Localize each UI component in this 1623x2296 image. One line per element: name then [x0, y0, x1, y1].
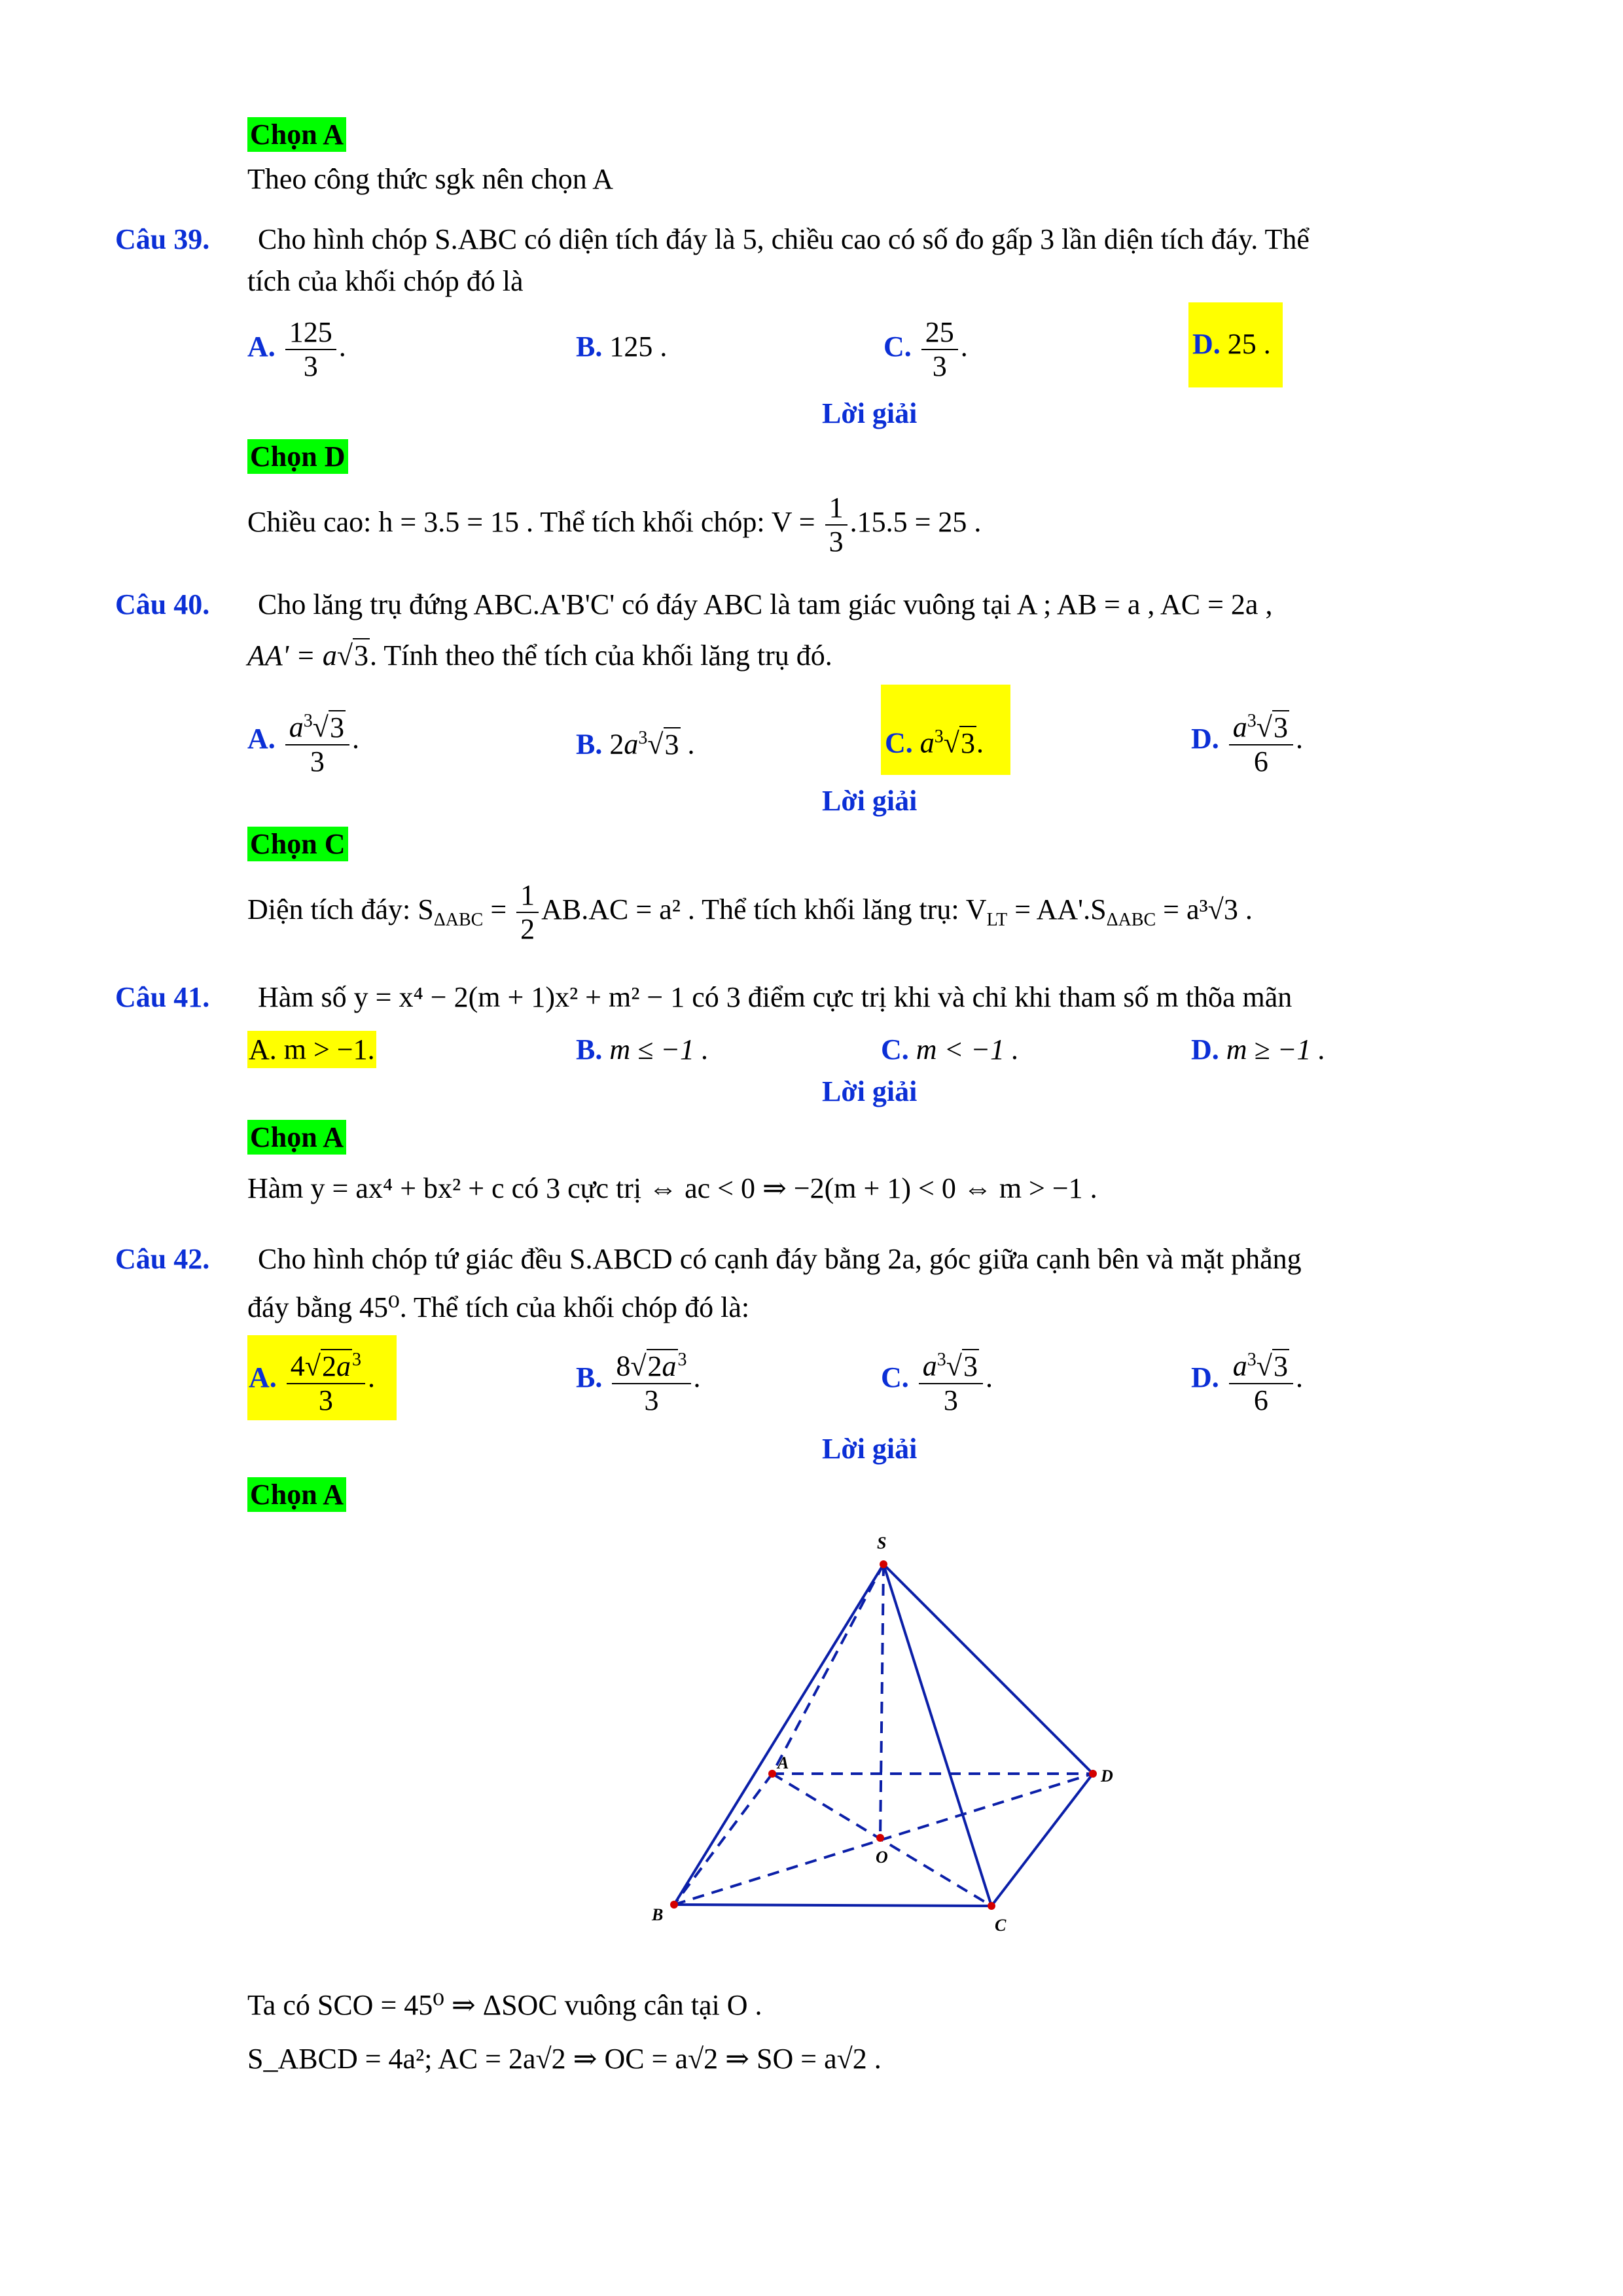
edge-sd [883, 1564, 1093, 1774]
option-c[interactable]: C. $\frac{25}{3}$ . [883, 315, 968, 382]
label-o: O [876, 1848, 888, 1867]
label-b: B [652, 1905, 664, 1924]
label-c: C [995, 1916, 1007, 1935]
option-c[interactable]: C. $\frac{a^3√3}{3}$ . [881, 1335, 993, 1420]
option-b[interactable]: B. 125 . [576, 331, 668, 363]
question-label: Câu 42. [115, 1243, 210, 1275]
option-b[interactable]: B. m ≤ −1 . [576, 1033, 709, 1066]
option-a-correct[interactable]: A. m > −1. [247, 1031, 376, 1068]
answer-choice: Chọn A [247, 1119, 346, 1156]
edge-sc [883, 1564, 991, 1906]
question-text: Cho hình chóp tứ giác đều S.ABCD có cạnh đáy bằng 2a, góc giữa cạnh bên và mặt phẳng [258, 1243, 1302, 1275]
solution-text: Chiều cao: h = 3.5 = 15 . Thể tích khối chóp: V = $\frac{1}{3}$ .15.5 = 25 . [247, 491, 982, 558]
solution-text: S_ABCD = 4a²; AC = 2a√2 ⇒ OC = a√2 ⇒ SO = a√2 . [247, 2043, 882, 2075]
answer-choice: Chọn D [247, 439, 348, 475]
question-text: tích của khối chóp đó là [247, 265, 524, 297]
edge-ab [674, 1774, 772, 1905]
edge-sa [772, 1564, 883, 1774]
option-d[interactable]: D. m ≥ −1 . [1191, 1033, 1326, 1066]
option-b[interactable]: B. $\frac{8√2a^3}{3}$ . [576, 1335, 701, 1420]
question-text: Cho hình chóp S.ABC có diện tích đáy là 5, chiều cao có số đo gấp 3 lần diện tích đáy. Thể [258, 223, 1310, 255]
option-c-correct[interactable]: C. $a^3√3$. [881, 685, 1010, 775]
option-a[interactable]: A. $\frac{125}{3}$ . [247, 315, 346, 382]
solution-heading: Lời giải [822, 785, 918, 817]
pyramid-figure [628, 1525, 1126, 1944]
label-s: S [877, 1534, 887, 1552]
option-b[interactable]: B. $2a^3√3$ . [576, 728, 695, 761]
question-text: Hàm số y = x⁴ − 2(m + 1)x² + m² − 1 có 3 điểm cực trị khi và chỉ khi tham số m thõa mãn [258, 981, 1293, 1013]
answer-choice: Chọn C [247, 826, 348, 863]
solution-heading: Lời giải [822, 1433, 918, 1465]
question-text: AA' = a√3. Tính theo thể tích của khối lăng trụ đó. [247, 639, 832, 672]
question-label: Câu 40. [115, 588, 210, 620]
solution-text: Diện tích đáy: $S_{\Delta ABC}$ = $\frac{1}{2}$ AB.AC = a² . Thể tích khối lăng trụ: $V_{LT} = AA'.S_{\Delta ABC} = a^3√3$ . [247, 878, 1253, 945]
solution-text: Hàm y = ax⁴ + bx² + c có 3 cực trị ⇔ ac < 0 ⇒ −2(m + 1) < 0 ⇔ m > −1 . [247, 1172, 1097, 1204]
question-label: Câu 41. [115, 981, 210, 1013]
solution-heading: Lời giải [822, 1075, 918, 1107]
explanation-text: Theo công thức sgk nên chọn A [247, 163, 614, 195]
option-a-correct[interactable]: A. $\frac{4√2a^3}{3}$ . [247, 1335, 397, 1420]
option-d[interactable]: D. $\frac{a^3√3}{6}$ . [1191, 1335, 1303, 1420]
edge-bc [674, 1905, 991, 1906]
option-d-correct[interactable]: D. 25 . [1188, 302, 1283, 387]
label-a: A [777, 1753, 789, 1772]
option-a[interactable]: A. $\frac{a^3√3}{3}$ . [247, 696, 359, 781]
edge-sb [674, 1564, 883, 1905]
solution-heading: Lời giải [822, 397, 918, 429]
solution-text: Ta có SCO = 45⁰ ⇒ ΔSOC vuông cân tại O . [247, 1989, 762, 2021]
edge-so [880, 1564, 883, 1838]
edge-cd [991, 1774, 1093, 1906]
question-label: Câu 39. [115, 223, 210, 255]
answer-choice: Chọn A [247, 1477, 346, 1513]
question-text: Cho lăng trụ đứng ABC.A'B'C' có đáy ABC là tam giác vuông tại A ; AB = a , AC = 2a , [258, 588, 1273, 620]
option-d[interactable]: D. $\frac{a^3√3}{6}$ . [1191, 696, 1303, 781]
label-d: D [1101, 1767, 1113, 1785]
answer-choice: Chọn A [247, 117, 346, 153]
option-c[interactable]: C. m < −1 . [881, 1033, 1019, 1066]
question-text: đáy bằng 45⁰. Thể tích của khối chóp đó là: [247, 1291, 750, 1323]
